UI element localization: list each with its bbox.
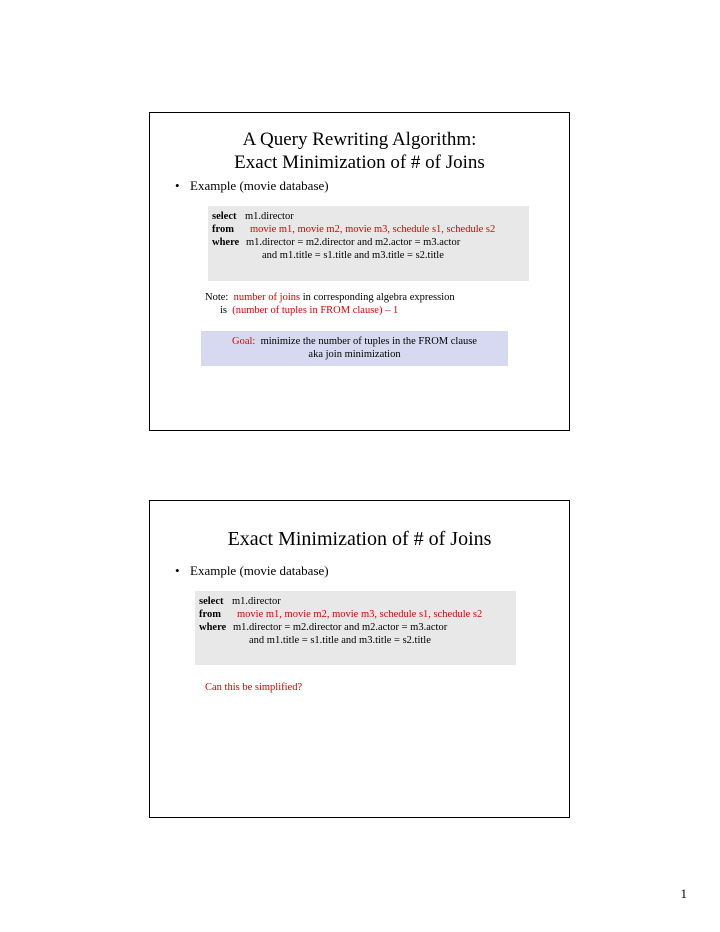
slide-1-goal-box <box>201 331 508 366</box>
slide-2-bullet <box>175 563 329 579</box>
sql-select-line <box>199 595 511 608</box>
sql-select-value: m1.director <box>232 596 281 607</box>
sql-from-value: movie m1, movie m2, movie m3, schedule s1, schedule s2 <box>250 224 496 235</box>
sql-where-keyword: where <box>199 622 227 633</box>
sql-from-keyword: from <box>199 609 221 620</box>
bullet-dot-icon: • <box>175 178 180 193</box>
slide-2-title: Exact Minimization of # of Joins <box>227 528 492 550</box>
slide-1-bullet <box>175 178 329 194</box>
note-is: is <box>220 305 228 316</box>
note-prefix: Note: <box>205 292 229 303</box>
sql-from-line <box>212 223 524 236</box>
note-line-2 <box>205 304 455 317</box>
sql-from-line <box>199 608 511 621</box>
slide-1-title-line-1: A Query Rewriting Algorithm: <box>242 129 477 150</box>
goal-line-2: aka join minimization <box>308 349 401 360</box>
goal-label: Goal: <box>232 336 256 347</box>
slide-2-question: Can this be simplified? <box>205 682 303 693</box>
sql-where-line <box>212 236 524 249</box>
sql-from-value: movie m1, movie m2, movie m3, schedule s1, schedule s2 <box>237 609 483 620</box>
sql-where-continuation: and m1.title = s1.title and m3.title = s2.title <box>249 635 431 646</box>
sql-where-value: m1.director = m2.director and m2.actor = m3.actor <box>246 237 461 248</box>
slide-2-sql-box <box>195 591 516 665</box>
sql-where-value: m1.director = m2.director and m2.actor = m3.actor <box>233 622 448 633</box>
sql-where-continuation: and m1.title = s1.title and m3.title = s2.title <box>262 250 444 261</box>
note-line-1 <box>205 291 455 304</box>
slide-1-title-line-2: Exact Minimization of # of Joins <box>234 152 485 173</box>
slide-1-sql-box <box>208 206 529 281</box>
sql-select-keyword: select <box>199 596 224 607</box>
slide-1-bullet-text: Example (movie database) <box>190 178 329 193</box>
page-number: 1 <box>680 886 687 901</box>
bullet-dot-icon: • <box>175 563 180 578</box>
sql-select-line <box>212 210 524 223</box>
note-red-joins: number of joins <box>233 292 301 303</box>
slide-2 <box>149 500 570 818</box>
sql-select-value: m1.director <box>245 211 294 222</box>
sql-where-keyword: where <box>212 237 240 248</box>
slide-1 <box>149 112 570 431</box>
sql-select-keyword: select <box>212 211 237 222</box>
note-mid: in corresponding algebra expression <box>302 292 455 303</box>
sql-where-line <box>199 621 511 634</box>
slide-1-title <box>150 128 569 174</box>
slide-1-note <box>205 291 455 317</box>
note-red-tuples: (number of tuples in FROM clause) – 1 <box>232 305 399 316</box>
sql-from-keyword: from <box>212 224 234 235</box>
goal-text: minimize the number of tuples in the FROM clause <box>260 336 477 347</box>
goal-line-1 <box>201 335 508 348</box>
slide-2-bullet-text: Example (movie database) <box>190 563 329 578</box>
